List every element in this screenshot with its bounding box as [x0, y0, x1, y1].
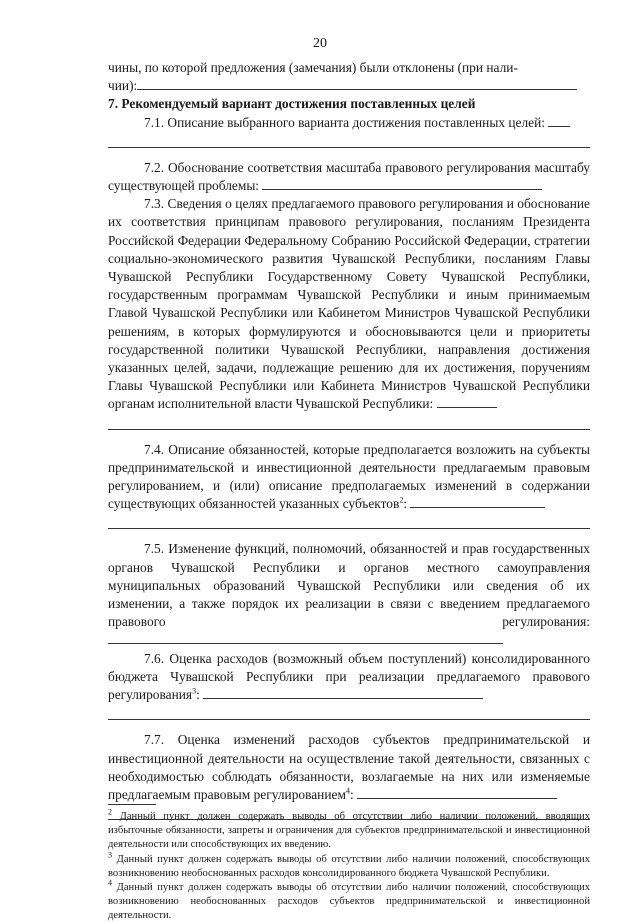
intro-text: чины, по которой предложения (замечания) были отклонены (при нали-	[108, 60, 518, 75]
item-7-7-text: 7.7. Оценка изменений расходов субъектов предпринимательской и инвестиционной деятельности на осуществление такой деятельности, связанных с необходимостью соблюдать обязанности, возлагаемые на них или изменяемые предлагаемым правовым регулированием	[108, 732, 590, 802]
footnote	[108, 807, 590, 853]
item-7-4-text: 7.4. Описание обязанностей, которые предполагается возложить на субъекты предпринимательской и инвестиционной деятельности предлагаемым правовым регулированием, и (или) описание предполагаемых изменений в содержании существующих обязанностей указанных субъектов	[108, 441, 590, 512]
footnote-ref[interactable]: 2	[399, 495, 404, 505]
intro-paragraph	[108, 59, 590, 95]
fill-line	[108, 414, 590, 430]
item-7-5-text: 7.5. Изменение функций, полномочий, обязанностей и прав государственных органов Чувашской Республики и органов местного самоуправления муниципальных образований Чувашской Республики или сведения об их изменении, а также порядок их реализации в связи с введением предлагаемого правового регулирования:	[108, 541, 590, 630]
footnote	[108, 878, 590, 924]
footnotes	[108, 807, 590, 924]
fill-line	[357, 797, 557, 799]
fill-line	[108, 704, 590, 720]
footnote-text: Данный пункт должен содержать выводы об отсутствии либо наличии положений, способствующих возникновению необоснованных расходов консолидированного бюджета Чувашской Республики.	[108, 853, 590, 879]
fill-line	[262, 188, 542, 190]
footnote-mark: 4	[108, 878, 112, 888]
item-7-2	[108, 159, 590, 195]
footnote-mark: 2	[108, 807, 112, 817]
fill-line	[548, 125, 570, 127]
fill-line	[108, 132, 590, 148]
footnote	[108, 850, 590, 881]
item-7-6-text: 7.6. Оценка расходов (возможный объем поступлений) консолидированного бюджета Чувашской Республики при реализации предлагаемого правового регулирования	[108, 650, 590, 703]
document-body	[108, 59, 590, 823]
fill-line	[137, 88, 577, 90]
item-7-2-text: 7.2. Обоснование соответствия масштаба правового регулирования масштабу существующей проблемы:	[108, 159, 590, 194]
item-7-4: 7.4. Описание обязанностей, которые предполагается возложить на субъекты предпринимательской и инвестиционной деятельности предлагаемым правовым регулированием, и (или) описание предполагаемых изменений в содержании существующих обязанностей указанных субъектов$^2$:	[108, 441, 590, 512]
footnote-text: Данный пункт должен содержать выводы об отсутствии либо наличии положений, вводящих избыточные обязанности, запреты и ограничения для субъектов предпринимательской и инвестиционной деятельности или способствующих их введению.	[108, 811, 590, 851]
item-7-7: 7.7. Оценка изменений расходов субъектов предпринимательской и инвестиционной деятельности на осуществление такой деятельности, связанных с необходимостью соблюдать обязанности, возлагаемые на них или изменяемые предлагаемым правовым регулированием$^4$:	[108, 732, 590, 802]
fill-line	[410, 506, 545, 508]
fill-line	[203, 697, 483, 699]
page-number: 20	[313, 36, 327, 51]
item-7-3-text: 7.3. Сведения о целях предлагаемого правового регулирования и обоснование их соответствия принципам правового регулирования, посланиям Президента Российской Федерации Федеральному Собранию Российской Федерации, стратегии социально-экономического развития Чувашской Республики, посланиям Главы Чувашской Республики Государственному Совету Чувашской Республики, государственным программам Чувашской Республики и иным принимаемым Главой Чувашской Республики или Кабинетом Министров Чувашской Республики решениям, в которых формулируются и обосновываются цели и приоритеты государственной политики Чувашской Республики, направления достижения указанных целей, задачи, подлежащие решению для их достижения, поручениям Главы Чувашской Республики или Кабинета Министров Чувашской Республики органам исполнительной власти Чувашской Республики:	[108, 196, 590, 412]
intro-last-word: чии):	[108, 78, 138, 94]
fill-line	[108, 513, 590, 529]
fill-line	[437, 406, 497, 408]
section-title: 7. Рекомендуемый вариант достижения поставленных целей	[108, 96, 476, 112]
item-7-6: 7.6. Оценка расходов (возможный объем поступлений) консолидированного бюджета Чувашской Республики при реализации предлагаемого правового регулирования$^3$:	[108, 650, 590, 703]
footnote-text: Данный пункт должен содержать выводы об отсутствии либо наличии положений, способствующих возникновению необоснованных расходов субъектов предпринимательской и инвестиционной деятельности.	[108, 882, 590, 922]
footnote-ref[interactable]: 3	[192, 686, 197, 696]
item-7-3	[108, 195, 590, 413]
footnote-ref[interactable]: 4	[345, 786, 350, 796]
footnote-mark: 3	[108, 850, 112, 860]
fill-line	[108, 642, 503, 644]
item-7-1-text: 7.1. Описание выбранного варианта достижения поставленных целей:	[144, 114, 545, 130]
item-7-1	[108, 114, 590, 132]
item-7-5	[108, 540, 590, 649]
footnote-separator	[108, 804, 156, 805]
